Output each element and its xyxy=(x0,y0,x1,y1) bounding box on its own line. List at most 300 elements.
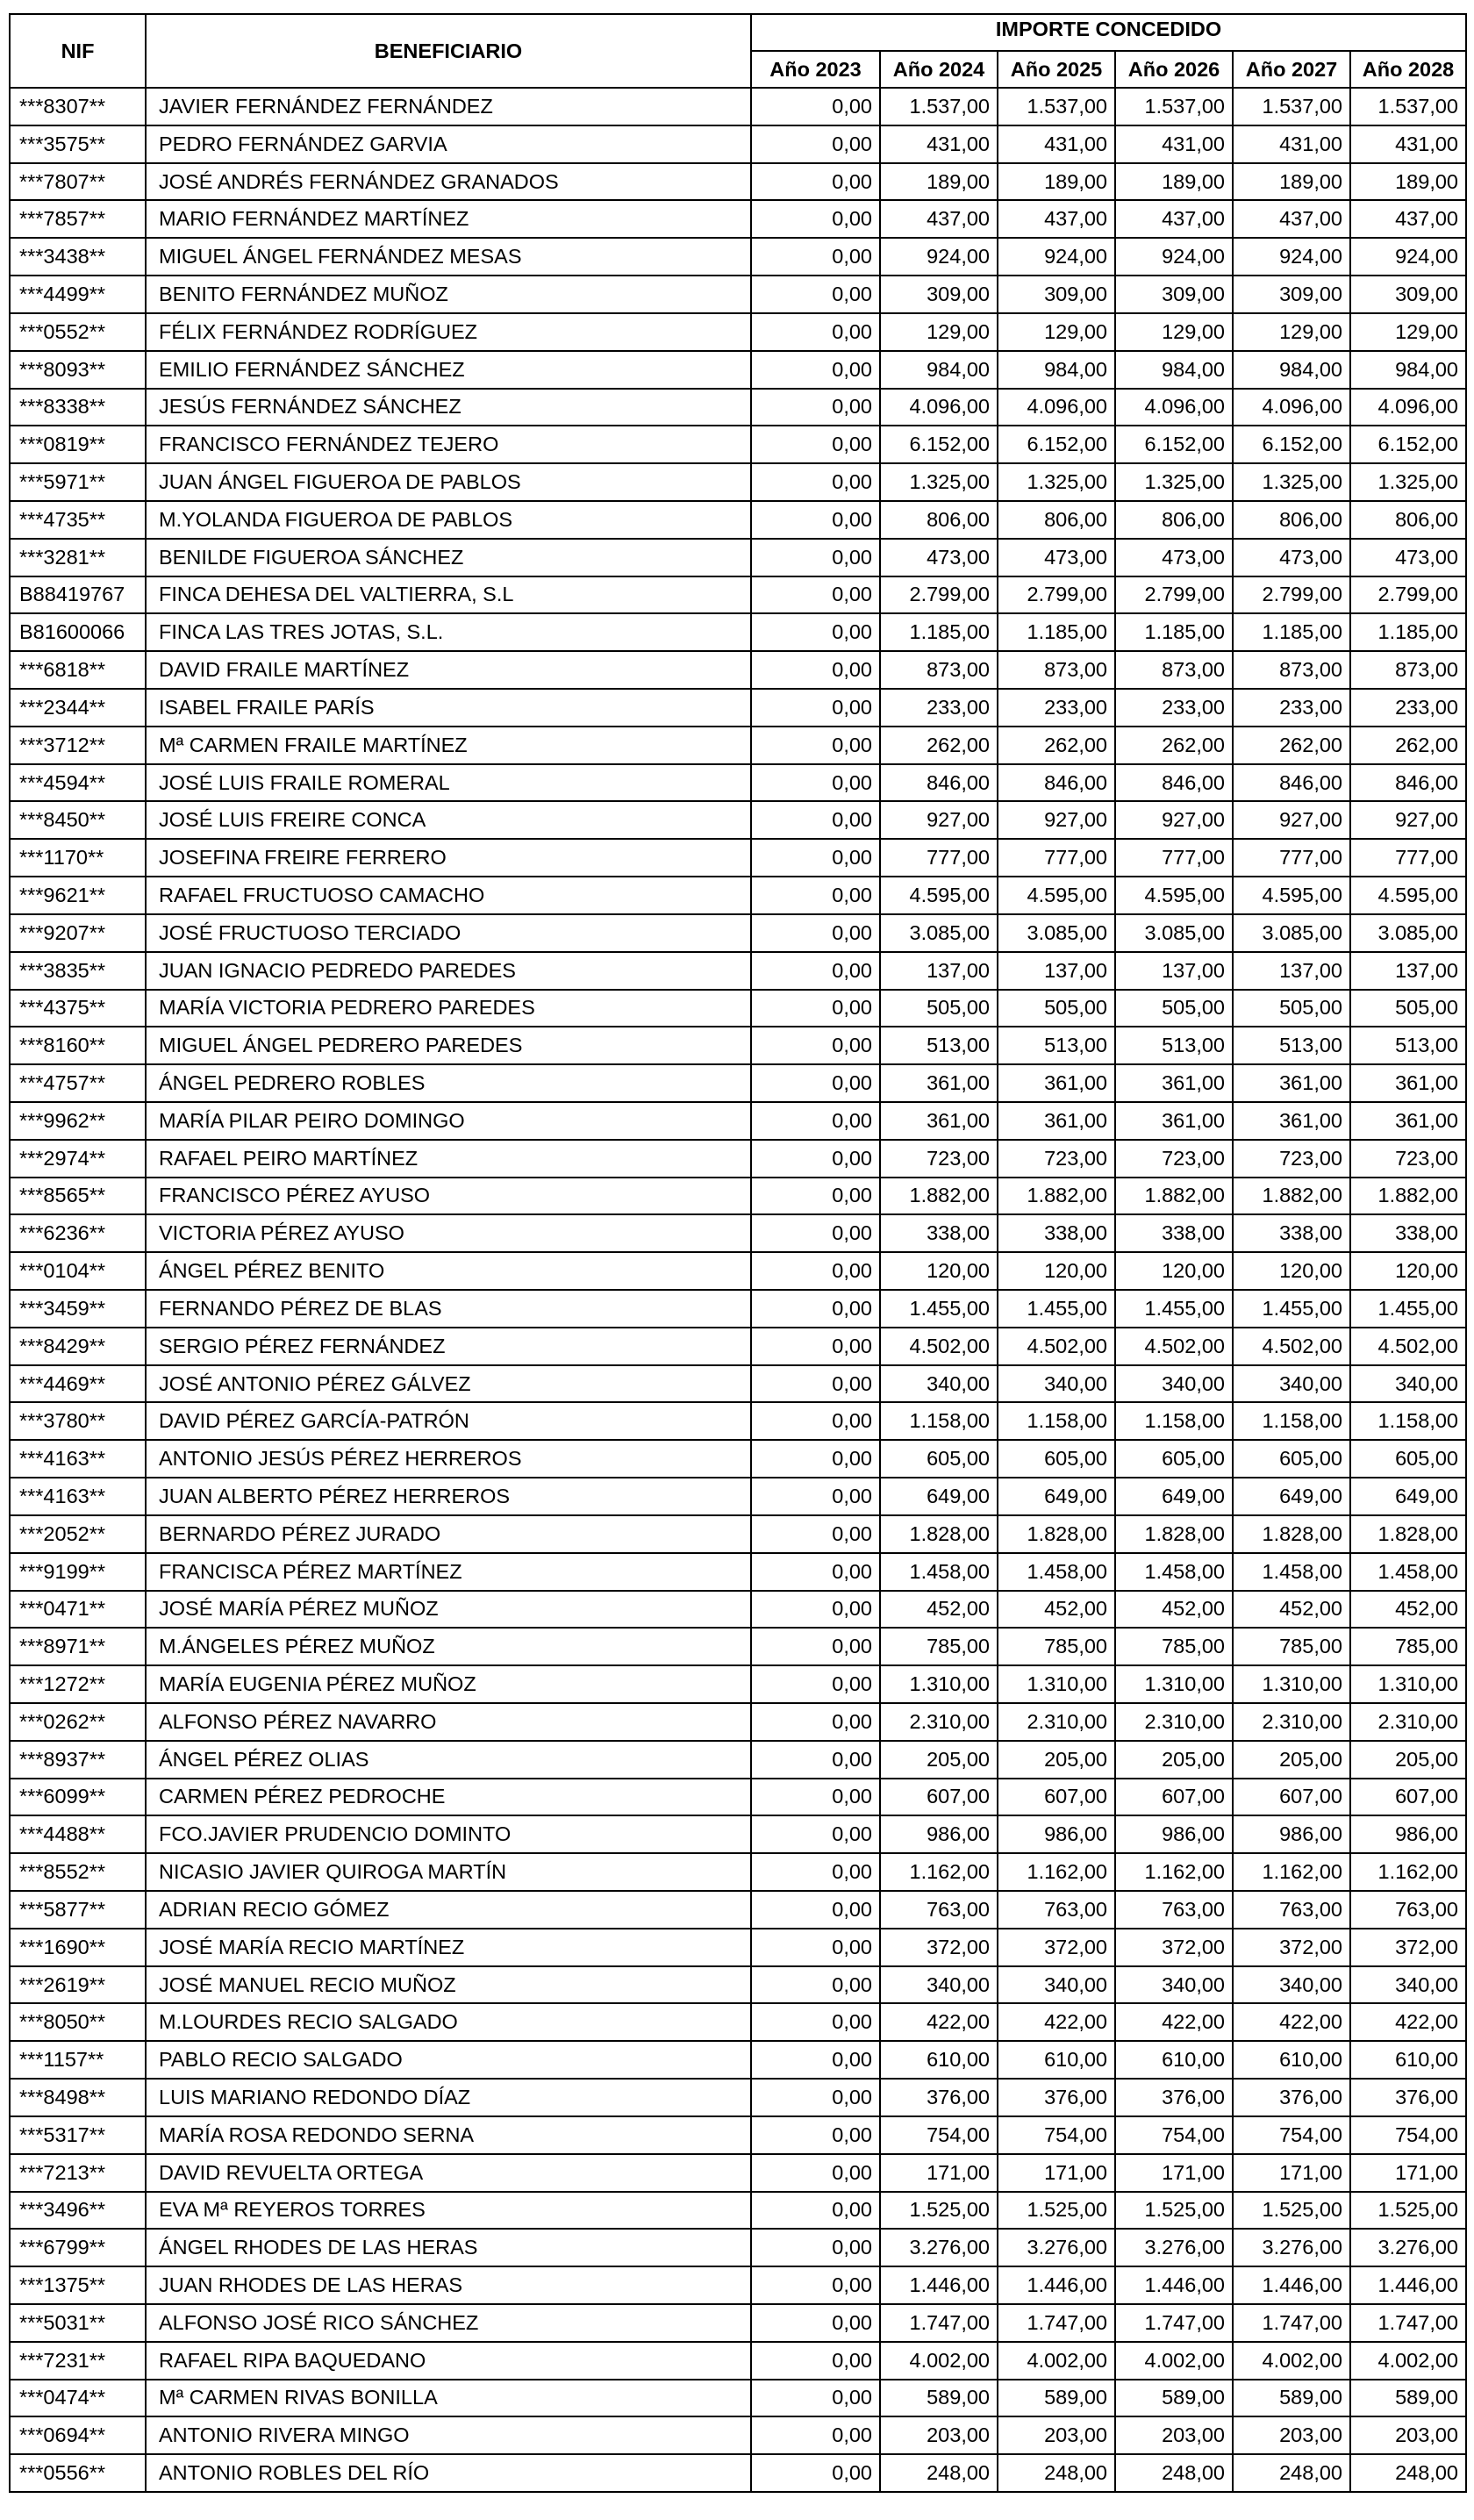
nif-cell: ***4499** xyxy=(10,276,146,313)
amount-2024: 1.747,00 xyxy=(880,2304,998,2342)
amount-2024: 1.310,00 xyxy=(880,1665,998,1703)
amount-2025: 1.458,00 xyxy=(998,1553,1115,1591)
nif-cell: ***3459** xyxy=(10,1290,146,1328)
amount-2023: 0,00 xyxy=(751,1140,880,1178)
amount-2023: 0,00 xyxy=(751,389,880,426)
amount-2026: 340,00 xyxy=(1115,1966,1233,2004)
beneficiario-cell: JOSÉ ANDRÉS FERNÁNDEZ GRANADOS xyxy=(146,163,751,201)
amount-2025: 986,00 xyxy=(998,1815,1115,1853)
table-row xyxy=(10,2192,1466,2230)
amount-2025: 1.882,00 xyxy=(998,1178,1115,1215)
table-row xyxy=(10,2454,1466,2492)
amount-2028: 754,00 xyxy=(1350,2116,1466,2154)
amount-2026: 2.799,00 xyxy=(1115,576,1233,614)
amount-2027: 205,00 xyxy=(1233,1741,1350,1779)
amount-2026: 1.455,00 xyxy=(1115,1290,1233,1328)
amount-2023: 0,00 xyxy=(751,2454,880,2492)
amount-2024: 513,00 xyxy=(880,1027,998,1064)
amount-2024: 607,00 xyxy=(880,1779,998,1816)
amount-2025: 605,00 xyxy=(998,1440,1115,1478)
amount-2024: 3.085,00 xyxy=(880,914,998,952)
subsidy-table xyxy=(9,13,1467,2493)
amount-2026: 3.276,00 xyxy=(1115,2229,1233,2266)
amount-2028: 189,00 xyxy=(1350,163,1466,201)
amount-2027: 171,00 xyxy=(1233,2154,1350,2192)
amount-2025: 2.310,00 xyxy=(998,1703,1115,1741)
amount-2023: 0,00 xyxy=(751,1553,880,1591)
amount-2028: 452,00 xyxy=(1350,1591,1466,1629)
amount-2025: 129,00 xyxy=(998,313,1115,351)
amount-2028: 338,00 xyxy=(1350,1214,1466,1252)
amount-2026: 984,00 xyxy=(1115,351,1233,389)
beneficiario-cell: ANTONIO ROBLES DEL RÍO xyxy=(146,2454,751,2492)
amount-2025: 763,00 xyxy=(998,1891,1115,1929)
amount-2023: 0,00 xyxy=(751,727,880,764)
amount-2026: 777,00 xyxy=(1115,839,1233,877)
nif-cell: ***9199** xyxy=(10,1553,146,1591)
amount-2025: 205,00 xyxy=(998,1741,1115,1779)
amount-2026: 806,00 xyxy=(1115,501,1233,539)
amount-2023: 0,00 xyxy=(751,1815,880,1853)
table-row xyxy=(10,463,1466,501)
amount-2023: 0,00 xyxy=(751,2003,880,2041)
amount-2023: 0,00 xyxy=(751,990,880,1027)
amount-2028: 806,00 xyxy=(1350,501,1466,539)
table-row xyxy=(10,1741,1466,1779)
amount-2024: 189,00 xyxy=(880,163,998,201)
amount-2023: 0,00 xyxy=(751,1102,880,1140)
nif-cell: ***0471** xyxy=(10,1591,146,1629)
amount-2024: 873,00 xyxy=(880,651,998,689)
amount-2028: 513,00 xyxy=(1350,1027,1466,1064)
amount-2028: 171,00 xyxy=(1350,2154,1466,2192)
amount-2025: 649,00 xyxy=(998,1478,1115,1515)
amount-2023: 0,00 xyxy=(751,2380,880,2417)
table-row xyxy=(10,2041,1466,2079)
table-row xyxy=(10,1365,1466,1403)
amount-2027: 513,00 xyxy=(1233,1027,1350,1064)
amount-2025: 437,00 xyxy=(998,200,1115,238)
amount-2025: 3.276,00 xyxy=(998,2229,1115,2266)
table-row xyxy=(10,200,1466,238)
amount-2023: 0,00 xyxy=(751,1779,880,1816)
amount-2023: 0,00 xyxy=(751,1440,880,1478)
amount-2025: 1.446,00 xyxy=(998,2266,1115,2304)
amount-2026: 372,00 xyxy=(1115,1929,1233,1966)
amount-2026: 422,00 xyxy=(1115,2003,1233,2041)
amount-2027: 203,00 xyxy=(1233,2416,1350,2454)
beneficiario-cell: MARÍA VICTORIA PEDRERO PAREDES xyxy=(146,990,751,1027)
amount-2024: 203,00 xyxy=(880,2416,998,2454)
amount-2025: 4.502,00 xyxy=(998,1328,1115,1365)
amount-2027: 1.537,00 xyxy=(1233,88,1350,125)
amount-2026: 927,00 xyxy=(1115,801,1233,839)
nif-cell: ***8093** xyxy=(10,351,146,389)
amount-2027: 754,00 xyxy=(1233,2116,1350,2154)
header-year-2024: Año 2024 xyxy=(880,51,998,88)
amount-2027: 309,00 xyxy=(1233,276,1350,313)
amount-2028: 984,00 xyxy=(1350,351,1466,389)
amount-2026: 338,00 xyxy=(1115,1214,1233,1252)
amount-2025: 777,00 xyxy=(998,839,1115,877)
table-row xyxy=(10,1102,1466,1140)
beneficiario-cell: RAFAEL PEIRO MARTÍNEZ xyxy=(146,1140,751,1178)
table-row xyxy=(10,1440,1466,1478)
amount-2027: 984,00 xyxy=(1233,351,1350,389)
amount-2026: 2.310,00 xyxy=(1115,1703,1233,1741)
table-row xyxy=(10,2416,1466,2454)
amount-2028: 607,00 xyxy=(1350,1779,1466,1816)
amount-2027: 120,00 xyxy=(1233,1252,1350,1290)
amount-2025: 513,00 xyxy=(998,1027,1115,1064)
amount-2026: 1.458,00 xyxy=(1115,1553,1233,1591)
amount-2028: 431,00 xyxy=(1350,125,1466,163)
beneficiario-cell: Mª CARMEN RIVAS BONILLA xyxy=(146,2380,751,2417)
amount-2025: 4.002,00 xyxy=(998,2342,1115,2380)
nif-cell: ***2052** xyxy=(10,1515,146,1553)
amount-2024: 452,00 xyxy=(880,1591,998,1629)
amount-2024: 248,00 xyxy=(880,2454,998,2492)
amount-2026: 846,00 xyxy=(1115,764,1233,802)
amount-2028: 1.828,00 xyxy=(1350,1515,1466,1553)
amount-2028: 1.455,00 xyxy=(1350,1290,1466,1328)
amount-2023: 0,00 xyxy=(751,1328,880,1365)
amount-2028: 422,00 xyxy=(1350,2003,1466,2041)
amount-2023: 0,00 xyxy=(751,2154,880,2192)
beneficiario-cell: BENILDE FIGUEROA SÁNCHEZ xyxy=(146,539,751,576)
beneficiario-cell: JOSÉ ANTONIO PÉREZ GÁLVEZ xyxy=(146,1365,751,1403)
amount-2023: 0,00 xyxy=(751,1402,880,1440)
amount-2024: 610,00 xyxy=(880,2041,998,2079)
amount-2024: 754,00 xyxy=(880,2116,998,2154)
table-row xyxy=(10,2380,1466,2417)
amount-2027: 1.747,00 xyxy=(1233,2304,1350,2342)
nif-cell: ***6099** xyxy=(10,1779,146,1816)
amount-2027: 777,00 xyxy=(1233,839,1350,877)
amount-2025: 1.537,00 xyxy=(998,88,1115,125)
table-row xyxy=(10,914,1466,952)
nif-cell: ***1157** xyxy=(10,2041,146,2079)
beneficiario-cell: M.LOURDES RECIO SALGADO xyxy=(146,2003,751,2041)
beneficiario-cell: ALFONSO PÉREZ NAVARRO xyxy=(146,1703,751,1741)
beneficiario-cell: MARÍA PILAR PEIRO DOMINGO xyxy=(146,1102,751,1140)
amount-2023: 0,00 xyxy=(751,1853,880,1891)
amount-2024: 924,00 xyxy=(880,238,998,276)
amount-2028: 129,00 xyxy=(1350,313,1466,351)
nif-cell: ***8050** xyxy=(10,2003,146,2041)
table-row xyxy=(10,952,1466,990)
amount-2024: 2.310,00 xyxy=(880,1703,998,1741)
amount-2027: 806,00 xyxy=(1233,501,1350,539)
amount-2025: 361,00 xyxy=(998,1102,1115,1140)
nif-cell: ***8937** xyxy=(10,1741,146,1779)
amount-2024: 473,00 xyxy=(880,539,998,576)
amount-2026: 248,00 xyxy=(1115,2454,1233,2492)
amount-2026: 1.162,00 xyxy=(1115,1853,1233,1891)
table-row xyxy=(10,801,1466,839)
table-row xyxy=(10,163,1466,201)
nif-cell: ***2344** xyxy=(10,689,146,727)
beneficiario-cell: DAVID PÉREZ GARCÍA-PATRÓN xyxy=(146,1402,751,1440)
beneficiario-cell: RAFAEL RIPA BAQUEDANO xyxy=(146,2342,751,2380)
amount-2023: 0,00 xyxy=(751,463,880,501)
amount-2023: 0,00 xyxy=(751,1966,880,2004)
table-row xyxy=(10,1252,1466,1290)
amount-2026: 607,00 xyxy=(1115,1779,1233,1816)
amount-2023: 0,00 xyxy=(751,2416,880,2454)
amount-2023: 0,00 xyxy=(751,1027,880,1064)
amount-2026: 340,00 xyxy=(1115,1365,1233,1403)
amount-2028: 473,00 xyxy=(1350,539,1466,576)
amount-2025: 4.595,00 xyxy=(998,877,1115,914)
amount-2023: 0,00 xyxy=(751,276,880,313)
amount-2025: 203,00 xyxy=(998,2416,1115,2454)
amount-2024: 137,00 xyxy=(880,952,998,990)
amount-2026: 171,00 xyxy=(1115,2154,1233,2192)
amount-2027: 1.310,00 xyxy=(1233,1665,1350,1703)
nif-cell: ***4757** xyxy=(10,1064,146,1102)
amount-2023: 0,00 xyxy=(751,313,880,351)
amount-2028: 605,00 xyxy=(1350,1440,1466,1478)
amount-2026: 605,00 xyxy=(1115,1440,1233,1478)
amount-2024: 1.158,00 xyxy=(880,1402,998,1440)
amount-2028: 1.185,00 xyxy=(1350,613,1466,651)
amount-2023: 0,00 xyxy=(751,914,880,952)
beneficiario-cell: ANTONIO RIVERA MINGO xyxy=(146,2416,751,2454)
amount-2023: 0,00 xyxy=(751,689,880,727)
amount-2024: 120,00 xyxy=(880,1252,998,1290)
table-row xyxy=(10,351,1466,389)
table-row xyxy=(10,2154,1466,2192)
amount-2025: 338,00 xyxy=(998,1214,1115,1252)
amount-2026: 4.002,00 xyxy=(1115,2342,1233,2380)
beneficiario-cell: FRANCISCA PÉREZ MARTÍNEZ xyxy=(146,1553,751,1591)
amount-2027: 3.085,00 xyxy=(1233,914,1350,952)
amount-2028: 376,00 xyxy=(1350,2079,1466,2116)
amount-2024: 1.185,00 xyxy=(880,613,998,651)
amount-2028: 873,00 xyxy=(1350,651,1466,689)
amount-2025: 607,00 xyxy=(998,1779,1115,1816)
amount-2027: 338,00 xyxy=(1233,1214,1350,1252)
amount-2023: 0,00 xyxy=(751,501,880,539)
table-row xyxy=(10,1515,1466,1553)
amount-2024: 785,00 xyxy=(880,1628,998,1665)
amount-2025: 4.096,00 xyxy=(998,389,1115,426)
amount-2025: 422,00 xyxy=(998,2003,1115,2041)
nif-cell: ***8450** xyxy=(10,801,146,839)
amount-2028: 2.799,00 xyxy=(1350,576,1466,614)
nif-cell: ***0262** xyxy=(10,1703,146,1741)
amount-2026: 452,00 xyxy=(1115,1591,1233,1629)
beneficiario-cell: ANTONIO JESÚS PÉREZ HERREROS xyxy=(146,1440,751,1478)
nif-cell: ***0694** xyxy=(10,2416,146,2454)
table-row xyxy=(10,1140,1466,1178)
beneficiario-cell: ISABEL FRAILE PARÍS xyxy=(146,689,751,727)
amount-2028: 1.458,00 xyxy=(1350,1553,1466,1591)
amount-2028: 1.158,00 xyxy=(1350,1402,1466,1440)
nif-cell: ***8160** xyxy=(10,1027,146,1064)
amount-2023: 0,00 xyxy=(751,1365,880,1403)
beneficiario-cell: DAVID REVUELTA ORTEGA xyxy=(146,2154,751,2192)
table-row xyxy=(10,2229,1466,2266)
table-row xyxy=(10,1553,1466,1591)
amount-2028: 340,00 xyxy=(1350,1365,1466,1403)
amount-2028: 986,00 xyxy=(1350,1815,1466,1853)
amount-2025: 2.799,00 xyxy=(998,576,1115,614)
beneficiario-cell: JAVIER FERNÁNDEZ FERNÁNDEZ xyxy=(146,88,751,125)
table-row xyxy=(10,651,1466,689)
amount-2026: 763,00 xyxy=(1115,1891,1233,1929)
table-row xyxy=(10,1328,1466,1365)
table-row xyxy=(10,2116,1466,2154)
amount-2023: 0,00 xyxy=(751,1628,880,1665)
amount-2026: 1.882,00 xyxy=(1115,1178,1233,1215)
amount-2025: 1.310,00 xyxy=(998,1665,1115,1703)
table-row xyxy=(10,1027,1466,1064)
amount-2024: 6.152,00 xyxy=(880,426,998,463)
beneficiario-cell: ÁNGEL PEDRERO ROBLES xyxy=(146,1064,751,1102)
amount-2027: 189,00 xyxy=(1233,163,1350,201)
amount-2027: 452,00 xyxy=(1233,1591,1350,1629)
amount-2024: 1.458,00 xyxy=(880,1553,998,1591)
amount-2027: 1.525,00 xyxy=(1233,2192,1350,2230)
amount-2028: 1.525,00 xyxy=(1350,2192,1466,2230)
beneficiario-cell: FÉLIX FERNÁNDEZ RODRÍGUEZ xyxy=(146,313,751,351)
nif-cell: ***7807** xyxy=(10,163,146,201)
nif-cell: ***9207** xyxy=(10,914,146,952)
beneficiario-cell: MIGUEL ÁNGEL FERNÁNDEZ MESAS xyxy=(146,238,751,276)
beneficiario-cell: BENITO FERNÁNDEZ MUÑOZ xyxy=(146,276,751,313)
amount-2024: 649,00 xyxy=(880,1478,998,1515)
amount-2027: 1.458,00 xyxy=(1233,1553,1350,1591)
nif-cell: ***8565** xyxy=(10,1178,146,1215)
amount-2026: 986,00 xyxy=(1115,1815,1233,1853)
table-row xyxy=(10,501,1466,539)
amount-2026: 4.595,00 xyxy=(1115,877,1233,914)
amount-2028: 205,00 xyxy=(1350,1741,1466,1779)
amount-2025: 754,00 xyxy=(998,2116,1115,2154)
amount-2023: 0,00 xyxy=(751,1478,880,1515)
amount-2027: 376,00 xyxy=(1233,2079,1350,2116)
nif-cell: ***0474** xyxy=(10,2380,146,2417)
amount-2026: 649,00 xyxy=(1115,1478,1233,1515)
amount-2026: 233,00 xyxy=(1115,689,1233,727)
amount-2025: 189,00 xyxy=(998,163,1115,201)
amount-2024: 431,00 xyxy=(880,125,998,163)
amount-2024: 340,00 xyxy=(880,1365,998,1403)
header-nif: NIF xyxy=(10,14,146,88)
amount-2023: 0,00 xyxy=(751,1703,880,1741)
amount-2027: 431,00 xyxy=(1233,125,1350,163)
amount-2027: 607,00 xyxy=(1233,1779,1350,1816)
nif-cell: ***8429** xyxy=(10,1328,146,1365)
amount-2027: 873,00 xyxy=(1233,651,1350,689)
amount-2027: 437,00 xyxy=(1233,200,1350,238)
amount-2027: 589,00 xyxy=(1233,2380,1350,2417)
amount-2025: 723,00 xyxy=(998,1140,1115,1178)
amount-2027: 233,00 xyxy=(1233,689,1350,727)
beneficiario-cell: JUAN ALBERTO PÉREZ HERREROS xyxy=(146,1478,751,1515)
amount-2024: 4.096,00 xyxy=(880,389,998,426)
beneficiario-cell: CARMEN PÉREZ PEDROCHE xyxy=(146,1779,751,1816)
beneficiario-cell: MARIO FERNÁNDEZ MARTÍNEZ xyxy=(146,200,751,238)
amount-2024: 806,00 xyxy=(880,501,998,539)
amount-2024: 1.525,00 xyxy=(880,2192,998,2230)
beneficiario-cell: EMILIO FERNÁNDEZ SÁNCHEZ xyxy=(146,351,751,389)
amount-2027: 6.152,00 xyxy=(1233,426,1350,463)
amount-2025: 376,00 xyxy=(998,2079,1115,2116)
amount-2027: 340,00 xyxy=(1233,1365,1350,1403)
amount-2025: 589,00 xyxy=(998,2380,1115,2417)
amount-2025: 1.162,00 xyxy=(998,1853,1115,1891)
amount-2028: 4.595,00 xyxy=(1350,877,1466,914)
amount-2023: 0,00 xyxy=(751,426,880,463)
amount-2023: 0,00 xyxy=(751,1214,880,1252)
amount-2023: 0,00 xyxy=(751,2266,880,2304)
table-row xyxy=(10,276,1466,313)
amount-2023: 0,00 xyxy=(751,801,880,839)
amount-2027: 1.446,00 xyxy=(1233,2266,1350,2304)
amount-2024: 589,00 xyxy=(880,2380,998,2417)
amount-2026: 120,00 xyxy=(1115,1252,1233,1290)
table-row xyxy=(10,1402,1466,1440)
amount-2025: 309,00 xyxy=(998,276,1115,313)
beneficiario-cell: DAVID FRAILE MARTÍNEZ xyxy=(146,651,751,689)
amount-2027: 4.502,00 xyxy=(1233,1328,1350,1365)
amount-2024: 361,00 xyxy=(880,1102,998,1140)
amount-2028: 203,00 xyxy=(1350,2416,1466,2454)
amount-2027: 505,00 xyxy=(1233,990,1350,1027)
amount-2025: 1.325,00 xyxy=(998,463,1115,501)
nif-cell: ***9962** xyxy=(10,1102,146,1140)
amount-2024: 233,00 xyxy=(880,689,998,727)
amount-2026: 4.096,00 xyxy=(1115,389,1233,426)
amount-2026: 1.310,00 xyxy=(1115,1665,1233,1703)
amount-2027: 129,00 xyxy=(1233,313,1350,351)
nif-cell: ***3575** xyxy=(10,125,146,163)
nif-cell: ***6818** xyxy=(10,651,146,689)
nif-cell: ***8307** xyxy=(10,88,146,125)
amount-2027: 785,00 xyxy=(1233,1628,1350,1665)
amount-2028: 589,00 xyxy=(1350,2380,1466,2417)
amount-2025: 505,00 xyxy=(998,990,1115,1027)
amount-2025: 233,00 xyxy=(998,689,1115,727)
beneficiario-cell: FINCA LAS TRES JOTAS, S.L. xyxy=(146,613,751,651)
nif-cell: ***8498** xyxy=(10,2079,146,2116)
table-row xyxy=(10,2079,1466,2116)
amount-2025: 1.747,00 xyxy=(998,2304,1115,2342)
table-row xyxy=(10,426,1466,463)
beneficiario-cell: JOSÉ MARÍA RECIO MARTÍNEZ xyxy=(146,1929,751,1966)
amount-2025: 846,00 xyxy=(998,764,1115,802)
beneficiario-cell: FCO.JAVIER PRUDENCIO DOMINTO xyxy=(146,1815,751,1853)
beneficiario-cell: JOSÉ LUIS FRAILE ROMERAL xyxy=(146,764,751,802)
amount-2028: 1.310,00 xyxy=(1350,1665,1466,1703)
table-row xyxy=(10,1478,1466,1515)
nif-cell: ***4594** xyxy=(10,764,146,802)
amount-2025: 984,00 xyxy=(998,351,1115,389)
beneficiario-cell: M.ÁNGELES PÉREZ MUÑOZ xyxy=(146,1628,751,1665)
beneficiario-cell: ÁNGEL PÉREZ OLIAS xyxy=(146,1741,751,1779)
nif-cell: ***2619** xyxy=(10,1966,146,2004)
amount-2023: 0,00 xyxy=(751,576,880,614)
amount-2027: 927,00 xyxy=(1233,801,1350,839)
nif-cell: ***3496** xyxy=(10,2192,146,2230)
amount-2026: 1.537,00 xyxy=(1115,88,1233,125)
amount-2028: 777,00 xyxy=(1350,839,1466,877)
amount-2025: 785,00 xyxy=(998,1628,1115,1665)
table-row xyxy=(10,389,1466,426)
